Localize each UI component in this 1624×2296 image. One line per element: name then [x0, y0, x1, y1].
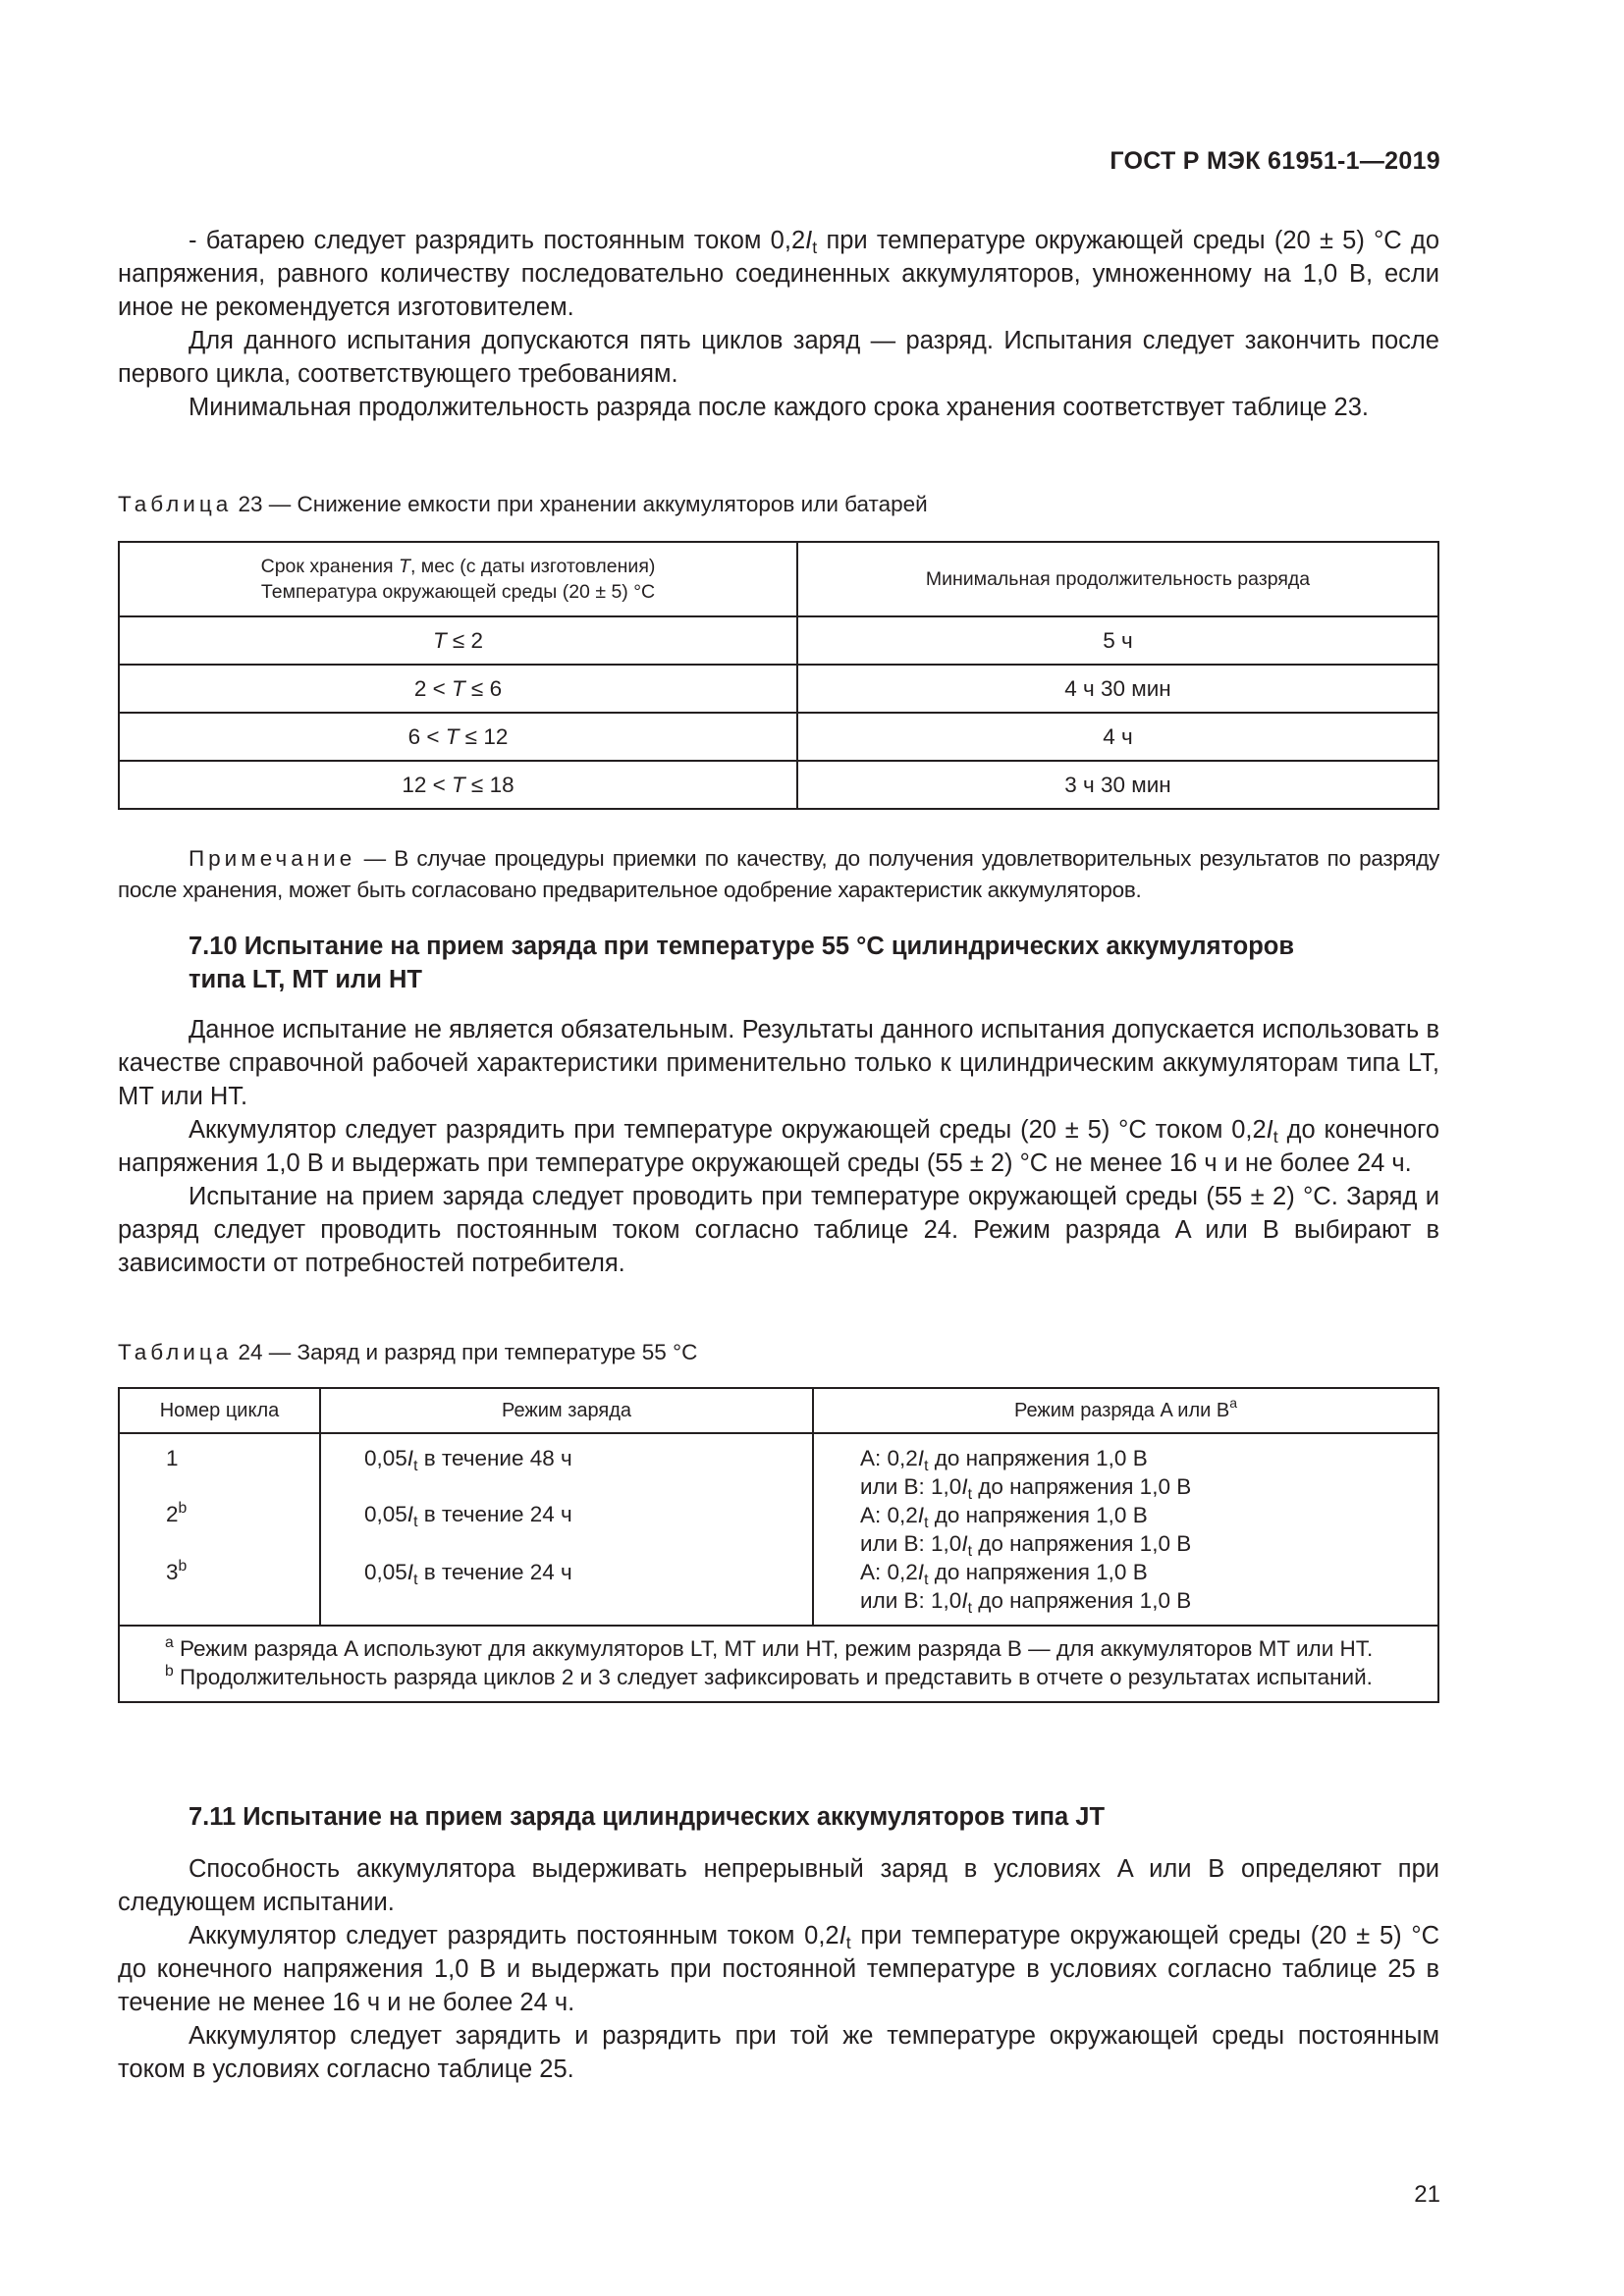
paragraph: Данное испытание не является обязательным. Результаты данного испытания допускается использовать в качестве справочной рабочей характеристики применительно только к цилиндрическим аккумуляторам типа LT, MT или HT. [118, 1016, 1439, 1110]
table-24-caption: Таблица 24 — Заряд и разряд при температуре 55 °C [118, 1340, 698, 1364]
table-header-row [119, 1388, 1438, 1433]
table-row [119, 616, 1438, 665]
standard-designation: ГОСТ Р МЭК 61951-1—2019 [1110, 147, 1440, 175]
table-cell: 12 < T ≤ 18 [119, 761, 797, 809]
paragraph: Способность аккумулятора выдерживать непрерывный заряд в условиях A или B определяют при следующем испытании. [118, 1855, 1439, 1916]
table-24 [118, 1387, 1439, 1703]
paragraph: - батарею следует разрядить постоянным током $0,2I_t$ при температуре окружающей среды (20 ± 5) °C до напряжения, равного количеству последовательно соединенных аккумуляторов, умноженному на 1,0 В, если иное не рекомендуется изготовителем. [118, 227, 1440, 321]
paragraph: Аккумулятор следует зарядить и разрядить при той же температуре окружающей среды постоянным током в условиях согласно таблице 25. [118, 2022, 1439, 2083]
footnote-a: $^a$ Режим разряда A используют для аккумуляторов LT, MT или HT, режим разряда B — для аккумуляторов MT или HT. [165, 1634, 1374, 1661]
table-23-caption: Таблица 23 — Снижение емкости при хранении аккумуляторов или батарей [118, 492, 928, 516]
paragraph: Испытание на прием заряда следует проводить при температуре окружающей среды (55 ± 2) °C. Заряд и разряд следует проводить постоянным током согласно таблице 24. Режим разряда A или B выбирают в зависимости от потребностей потребителя. [118, 1183, 1439, 1277]
section-7-10-heading: 7.10 Испытание на прием заряда при температуре 55 °C цилиндрических аккумуляторов типа LT, MT или HT [189, 933, 1295, 993]
section-7-10-text [118, 1013, 1439, 1280]
table-row [119, 761, 1438, 809]
table-header-cell: Режим заряда [320, 1388, 813, 1433]
table-cell-discharge: A: $0,2I_t$ до напряжения 1,0 В или B: $1,0I_t$ до напряжения 1,0 В A: $0,2I_t$ до напряжения 1,0 В или B: $1,0I_t$ до напряжения 1,0 В A: $0,2I_t$ до напряжения 1,0 В или B: $1,0I_t$ до напряжения 1,0 В [813, 1433, 1438, 1626]
paragraph: Аккумулятор следует разрядить при температуре окружающей среды (20 ± 5) °C током $0,2I_t$ до конечного напряжения 1,0 В и выдержать при температуре окружающей среды (55 ± 2) °C не менее 16 ч и не более 24 ч. [118, 1116, 1439, 1177]
paragraph: Аккумулятор следует разрядить постоянным током $0,2I_t$ при температуре окружающей среды (20 ± 5) °C до конечного напряжения 1,0 В и выдержать при постоянной температуре в условиях согласно таблице 25 в течение не менее 16 ч и не более 24 ч. [118, 1922, 1439, 2016]
table-cell: T ≤ 2 [119, 616, 797, 665]
table-cell: 3 ч 30 мин [797, 761, 1438, 809]
table-row [119, 713, 1438, 761]
footnote-b: $^b$ Продолжительность разряда циклов 2 и 3 следует зафиксировать и представить в отчете о результатах испытаний. [165, 1663, 1373, 1689]
table-23 [118, 541, 1439, 810]
table-cell: 6 < T ≤ 12 [119, 713, 797, 761]
paragraph: Минимальная продолжительность разряда после каждого срока хранения соответствует таблице 23. [189, 394, 1369, 421]
table-row [119, 1433, 1438, 1626]
table-header-row [119, 542, 1438, 616]
page-number: 21 [1414, 2181, 1440, 2208]
section-7-11-text [118, 1852, 1439, 2086]
table-header-cell: Минимальная продолжительность разряда [797, 542, 1438, 616]
table-cell-charge: $0,05I_t$ в течение 48 ч $0,05I_t$ в течение 24 ч $0,05I_t$ в течение 24 ч [320, 1433, 813, 1626]
table-cell: 5 ч [797, 616, 1438, 665]
table-cell: 2 < T ≤ 6 [119, 665, 797, 713]
table-header-cell: Номер цикла [119, 1388, 320, 1433]
paragraph: Для данного испытания допускаются пять циклов заряд — разряд. Испытания следует закончить после первого цикла, соответствующего требованиям. [118, 327, 1439, 388]
intro-text [118, 224, 1439, 424]
table-cell-cycles: 1 2$^b$ 3$^b$ [119, 1433, 320, 1626]
table-cell: 4 ч 30 мин [797, 665, 1438, 713]
section-7-11-heading: 7.11 Испытание на прием заряда цилиндрических аккумуляторов типа JT [189, 1803, 1106, 1831]
table-header-cell: Режим разряда A или $B^a$ [813, 1388, 1438, 1433]
table-23-note: Примечание — В случае процедуры приемки по качеству, до получения удовлетворительных результатов по разряду после хранения, может быть согласовано предварительное одобрение характеристик аккумуляторов. [118, 846, 1439, 902]
table-footnote-row [119, 1626, 1438, 1702]
table-header-cell: Срок хранения T, мес (с даты изготовления) Температура окружающей среды (20 ± 5) °C [119, 542, 797, 616]
table-row [119, 665, 1438, 713]
table-footnotes [119, 1626, 1438, 1702]
table-cell: 4 ч [797, 713, 1438, 761]
